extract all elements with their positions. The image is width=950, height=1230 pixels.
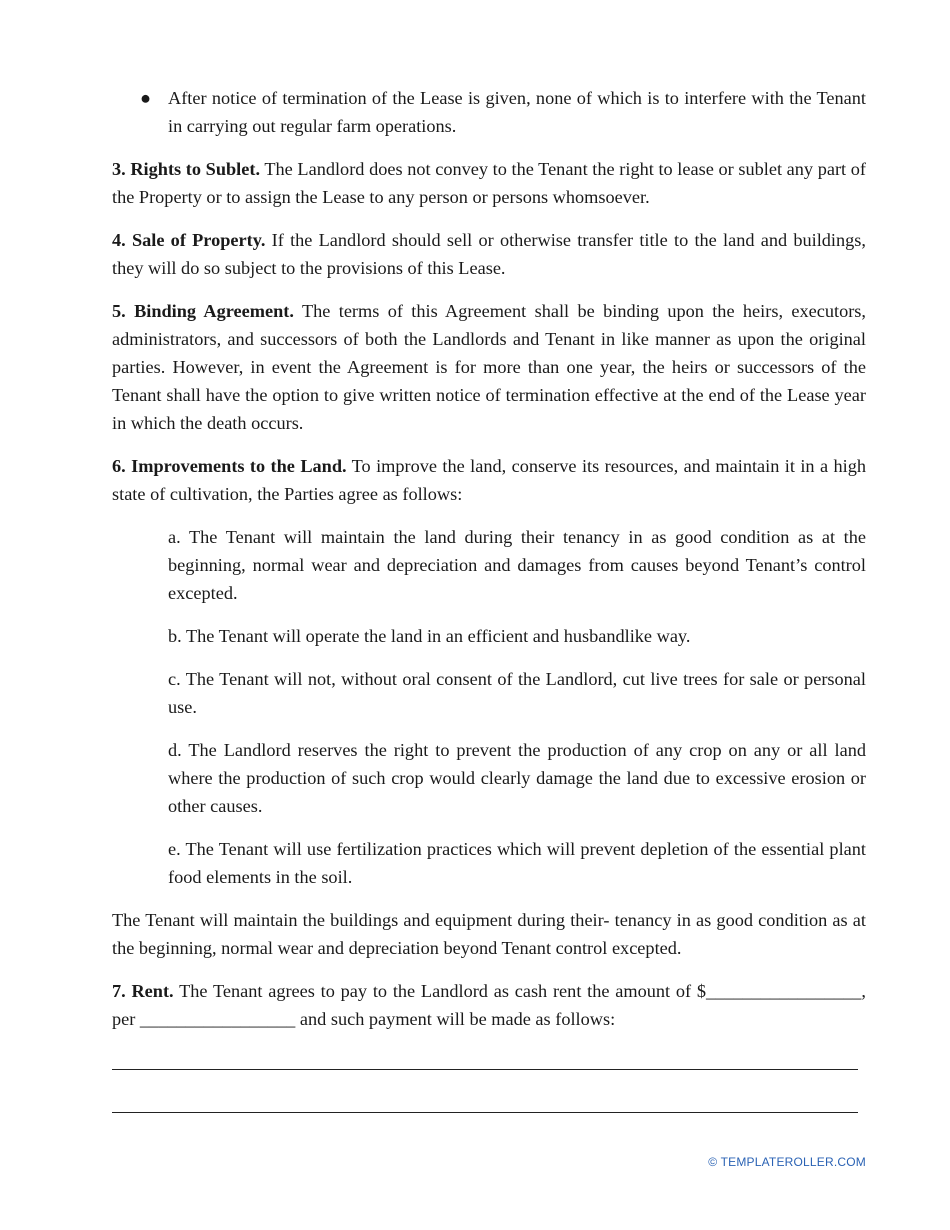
section-heading: 6. Improvements to the Land. [112,456,347,476]
section-text: The terms of this Agreement shall be binding upon the heirs, executors, administrators, and successors of both the Landlords and Tenant in like manner as upon the original parties. However, in event the Agreement is for more than one year, the heirs or successors of the Tenant shall have the option to give written notice of termination effective at the end of the Lease year in which the death occurs. [112,301,866,433]
section-rights-to-sublet [112,155,866,211]
section-text: If the Landlord should sell or otherwise transfer title to the land and buildings, they will do so subject to the provisions of this Lease. [112,230,866,278]
section-binding-agreement [112,297,866,437]
payment-blank-line-1[interactable] [112,1069,858,1070]
section-rent [112,977,866,1033]
section-text: To improve the land, conserve its resources, and maintain it in a high state of cultivation, the Parties agree as follows: [112,456,866,504]
termination-bullet [112,84,866,140]
improvement-item-a: a. The Tenant will maintain the land during their tenancy in as good condition as at the beginning, normal wear and depreciation and damages from causes beyond Tenant’s control excepted. [168,527,866,603]
section-text: The Tenant agrees to pay to the Landlord as cash rent the amount of $_________________, per _________________ and such payment will be made as follows: [112,981,866,1029]
footer-copyright: © TEMPLATEROLLER.COM [708,1155,866,1169]
improvement-item-c: c. The Tenant will not, without oral consent of the Landlord, cut live trees for sale or personal use. [168,669,866,717]
section-text: The Landlord does not convey to the Tenant the right to lease or sublet any part of the Property or to assign the Lease to any person or persons whomsoever. [112,159,867,207]
improvement-item-d: d. The Landlord reserves the right to prevent the production of any crop on any or all land where the production of such crop would clearly damage the land due to excessive erosion or other causes. [168,740,866,816]
section-heading: 4. Sale of Property. [112,230,266,250]
section-heading: 7. Rent. [112,981,174,1001]
payment-blank-line-2[interactable] [112,1112,858,1113]
section-heading: 5. Binding Agreement. [112,301,294,321]
section-improvements [112,452,866,508]
document-page [112,84,866,1113]
section-heading: 3. Rights to Sublet. [112,159,261,179]
buildings-maintenance-paragraph: The Tenant will maintain the buildings and equipment during their- tenancy in as good condition as at the beginning, normal wear and depreciation beyond Tenant control excepted. [112,910,866,958]
improvement-item-b: b. The Tenant will operate the land in an efficient and husbandlike way. [168,626,691,646]
section-sale-of-property [112,226,866,282]
improvement-item-e: e. The Tenant will use fertilization practices which will prevent depletion of the essential plant food elements in the soil. [168,839,866,887]
bullet-dot-icon: ● [140,88,152,108]
bullet-text: After notice of termination of the Lease is given, none of which is to interfere with the Tenant in carrying out regular farm operations. [168,88,866,136]
